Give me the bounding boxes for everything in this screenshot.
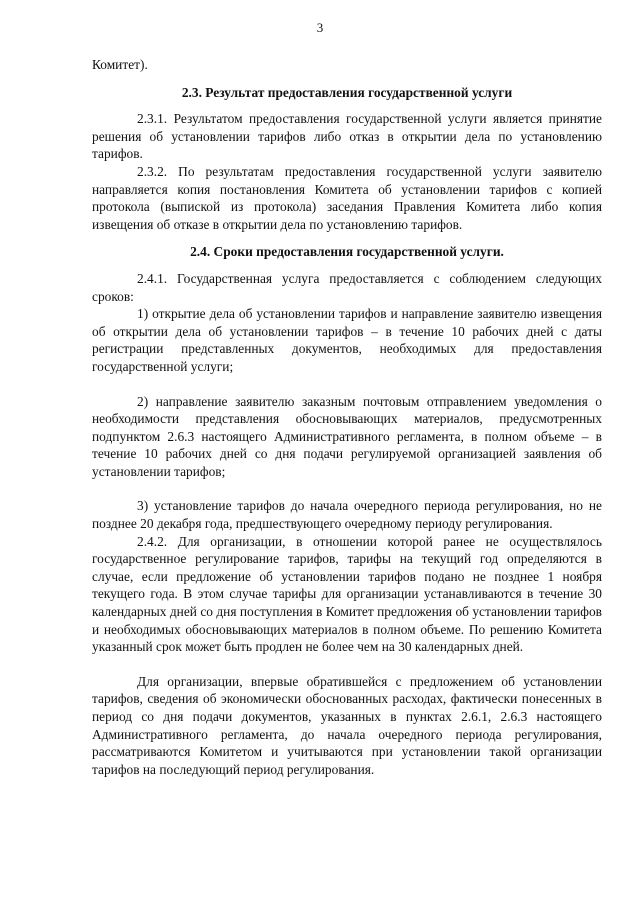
list-item-2: 2) направление заявителю заказным почтовым отправлением уведомления о необходимости представления обосновывающих материалов, предусмотренных подпунктом 2.6.3 настоящего Административного регламента, в полном объеме – в течение 10 рабочих дней со дня подачи регулируемой организацией заявления об установлении тарифов; bbox=[92, 393, 602, 479]
paragraph-2-3-2: 2.3.2. По результатам предоставления государственной услуги заявителю направляется копия постановления Комитета об установлении тарифов с копией протокола (выпиской из протокола) заседания Правления Комитета либо копия извещения об отказе в открытии дела по установлению тарифов. bbox=[92, 163, 602, 232]
list-item-1: 1) открытие дела об установлении тарифов и направление заявителю извещения об открытии дела об установлении тарифов – в течение 10 рабочих дней с даты регистрации представленных документов, необходимых для предоставления государственной услуги; bbox=[92, 306, 602, 374]
section-heading-2-4: 2.4. Сроки предоставления государственной услуги. bbox=[190, 244, 504, 260]
paragraph-2-4-2: 2.4.2. Для организации, в отношении которой ранее не осуществлялось государственное регулирование тарифов, тарифы на текущий год определяются в случае, если предложение об установлении тарифов подано не позднее 1 ноября текущего года. В этом случае тарифы для организации устанавливаются в течение 30 календарных дней со дня поступления в Комитет предложения об установлении тарифов и необходимых обосновывающих материалов в полном объеме. По решению Комитета указанный срок может быть продлен не более чем на 30 календарных дней. bbox=[92, 533, 602, 655]
paragraph-new-organization: Для организации, впервые обратившейся с предложением об установлении тарифов, сведения об экономически обоснованных расходах, фактически понесенных в период со дня подачи документов, указанных в пунктах 2.6.1, 2.6.3 настоящего Административного регламента, до начала очередного периода регулирования, рассматриваются Комитетом и учитываются при установлении такой организации тарифов на последующий период регулирования. bbox=[92, 673, 602, 777]
list-item-3: 3) установление тарифов до начала очередного периода регулирования, но не позднее 20 декабря года, предшествующего очередному периоду регулирования. bbox=[92, 498, 602, 532]
paragraph-2-4-1: 2.4.1. Государственная услуга предоставляется с соблюдением следующих сроков: bbox=[92, 270, 602, 304]
paragraph-2-3-1: 2.3.1. Результатом предоставления государственной услуги является принятие решения об установлении тарифов либо отказ в открытии дела по установлению тарифов. bbox=[92, 111, 602, 162]
document-body bbox=[92, 56, 602, 778]
section-heading-2-3: 2.3. Результат предоставления государственной услуги bbox=[181, 84, 513, 100]
page-number: 3 bbox=[316, 20, 324, 35]
paragraph-continuation: Комитет). bbox=[92, 57, 148, 72]
